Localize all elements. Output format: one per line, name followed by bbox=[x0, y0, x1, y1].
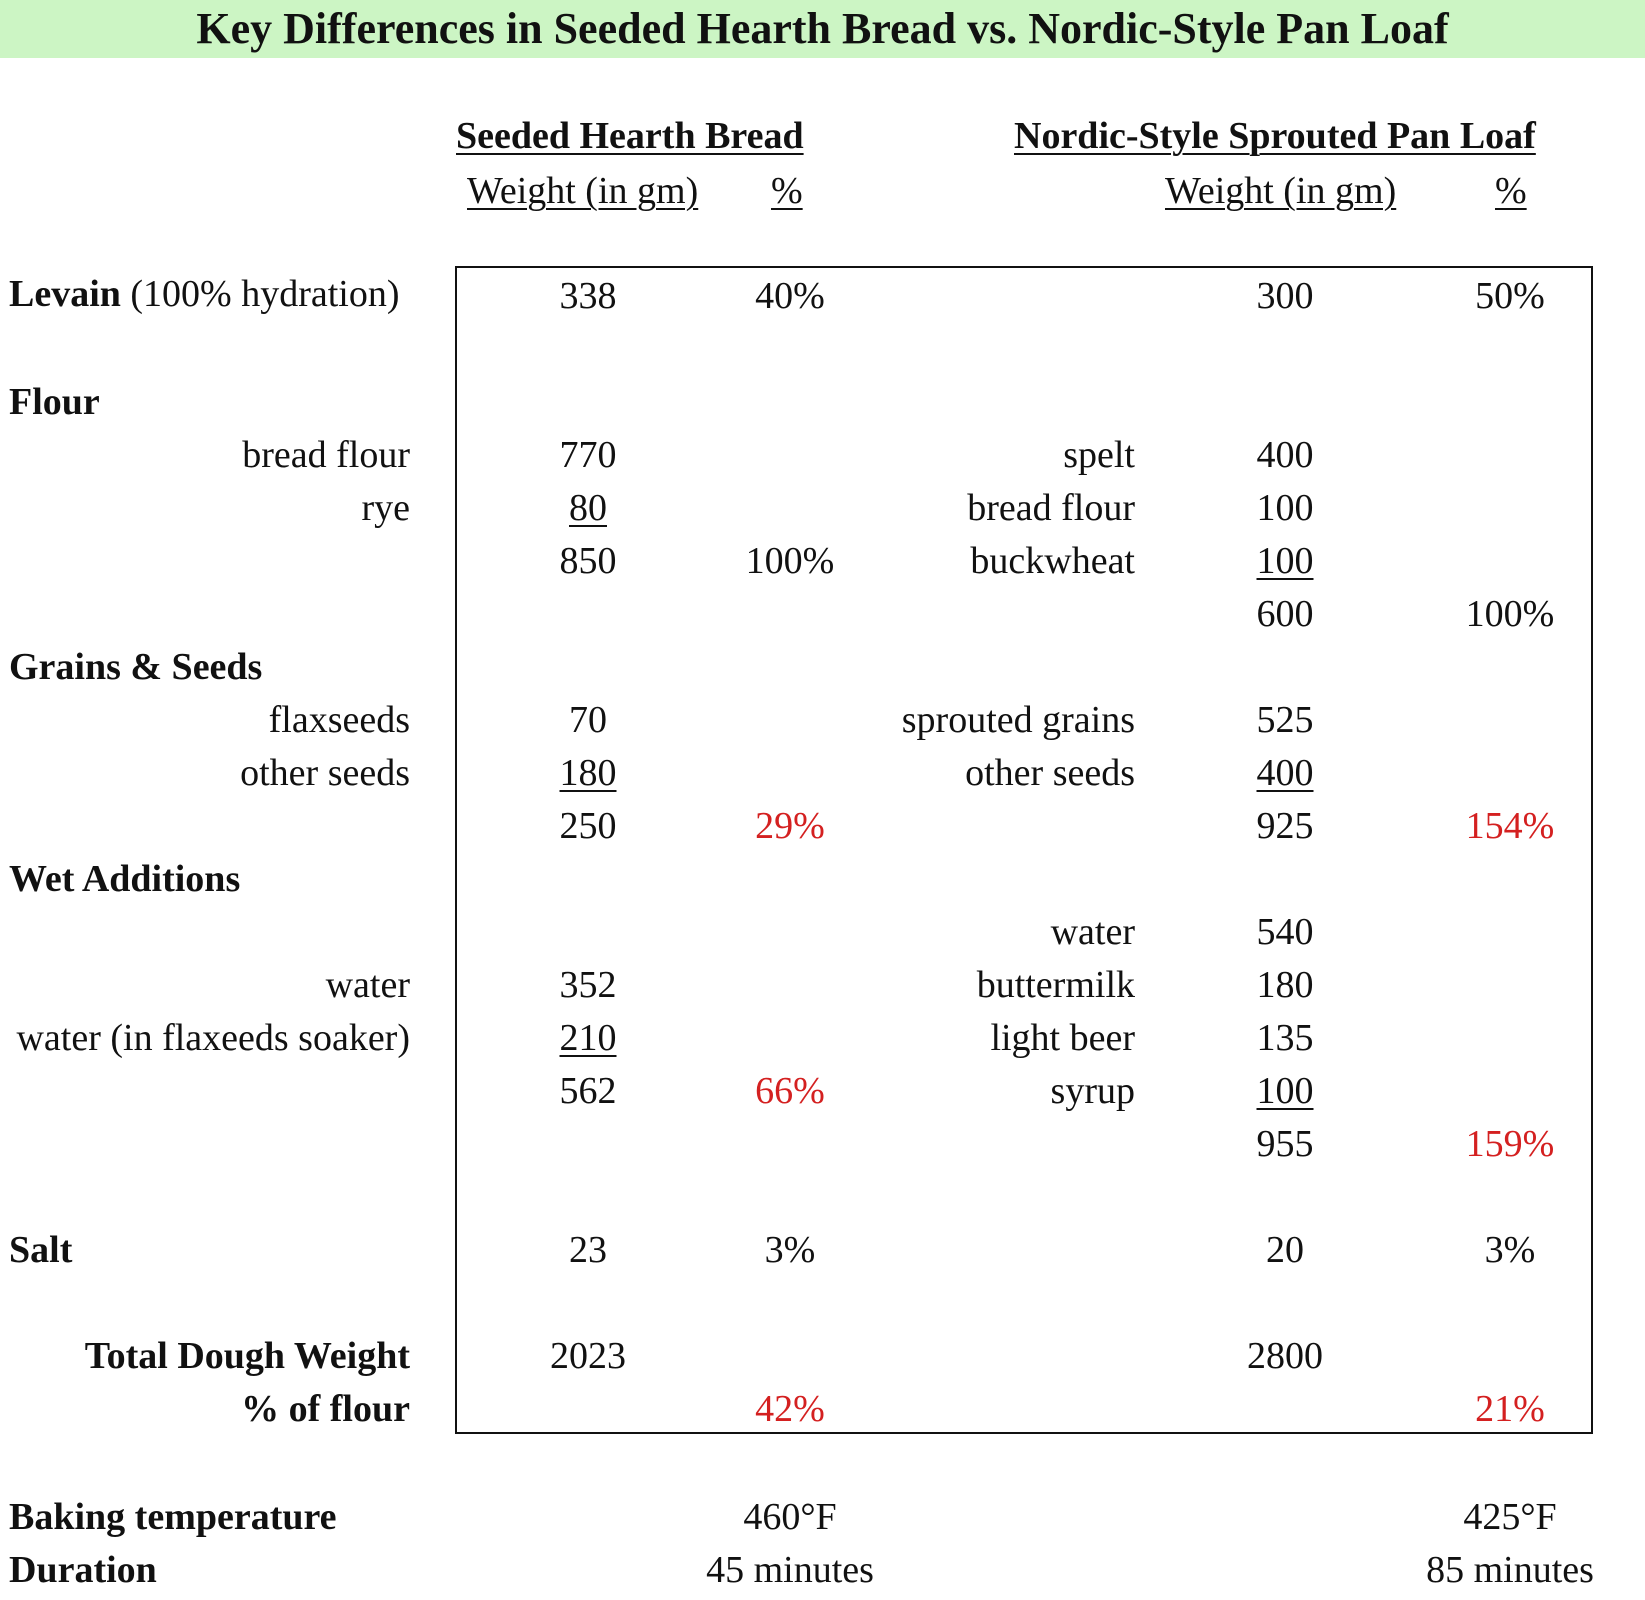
page-title: Key Differences in Seeded Hearth Bread vs. Nordic-Style Pan Loaf bbox=[196, 4, 1449, 53]
salt-pct-a: 3% bbox=[764, 1229, 816, 1271]
column-header-seeded-hearth: Seeded Hearth Bread bbox=[456, 115, 804, 157]
total-pct-b: 21% bbox=[1475, 1388, 1545, 1430]
grains-item-a-weight-value: 180 bbox=[559, 752, 617, 794]
wet-item-b-weight: 180 bbox=[1256, 964, 1314, 1006]
duration-a: 45 minutes bbox=[706, 1549, 874, 1591]
flour-item-b-label: spelt bbox=[1063, 434, 1135, 476]
wet-pct-a: 66% bbox=[755, 1070, 825, 1112]
baking-temperature-b: 425°F bbox=[1463, 1496, 1557, 1538]
wet-section-label: Wet Additions bbox=[9, 858, 241, 900]
wet-item-b-weight: 540 bbox=[1256, 911, 1314, 953]
levain-note: (100% hydration) bbox=[120, 273, 400, 315]
wet-item-b-label: buttermilk bbox=[976, 964, 1135, 1006]
subheader-weight-b: Weight (in gm) bbox=[1165, 170, 1397, 212]
grains-section-label: Grains & Seeds bbox=[9, 646, 263, 688]
duration-label: Duration bbox=[9, 1549, 157, 1591]
grains-item-b-label: sprouted grains bbox=[901, 699, 1135, 741]
levain-weight-a: 338 bbox=[559, 275, 617, 317]
grains-item-a-weight: 70 bbox=[569, 699, 607, 741]
flour-item-a-weight bbox=[528, 486, 648, 530]
wet-pct-b: 159% bbox=[1465, 1123, 1555, 1165]
grains-total-a: 250 bbox=[559, 805, 617, 847]
grains-item-a-label: flaxseeds bbox=[268, 699, 410, 741]
wet-item-b-weight: 135 bbox=[1256, 1017, 1314, 1059]
flour-section-label: Flour bbox=[9, 381, 100, 423]
wet-item-b-label: light beer bbox=[990, 1017, 1135, 1059]
levain-label-text: Levain bbox=[9, 273, 121, 315]
wet-item-b-label: syrup bbox=[1050, 1070, 1135, 1112]
wet-item-b-weight-value: 100 bbox=[1256, 1070, 1314, 1112]
grains-item-b-label: other seeds bbox=[965, 752, 1135, 794]
salt-weight-b: 20 bbox=[1266, 1229, 1304, 1271]
salt-weight-a: 23 bbox=[569, 1229, 607, 1271]
grains-item-a-label: other seeds bbox=[240, 752, 410, 794]
pct-of-flour-label: % of flour bbox=[241, 1388, 410, 1430]
flour-item-b-weight: 400 bbox=[1256, 434, 1314, 476]
grains-item-b-weight-value: 400 bbox=[1256, 752, 1314, 794]
wet-item-a-weight-value: 210 bbox=[559, 1017, 617, 1059]
grains-item-b-weight bbox=[1220, 751, 1350, 795]
levain-weight-b: 300 bbox=[1256, 275, 1314, 317]
salt-pct-b: 3% bbox=[1484, 1229, 1536, 1271]
wet-total-a: 562 bbox=[559, 1070, 617, 1112]
column-header-nordic-pan: Nordic-Style Sprouted Pan Loaf bbox=[1014, 115, 1536, 157]
levain-label bbox=[9, 272, 400, 316]
flour-item-b-weight: 100 bbox=[1256, 487, 1314, 529]
total-weight-b: 2800 bbox=[1247, 1335, 1323, 1377]
flour-item-a-label: rye bbox=[361, 487, 410, 529]
flour-item-b-weight-value: 100 bbox=[1256, 540, 1314, 582]
total-weight-a: 2023 bbox=[550, 1335, 626, 1377]
subheader-pct-a: % bbox=[771, 170, 803, 212]
grains-pct-b: 154% bbox=[1465, 805, 1555, 847]
subheader-pct-b: % bbox=[1495, 170, 1527, 212]
flour-item-b-label: bread flour bbox=[967, 487, 1135, 529]
wet-item-b-weight bbox=[1220, 1069, 1350, 1113]
levain-pct-b: 50% bbox=[1475, 275, 1545, 317]
grains-item-a-weight bbox=[528, 751, 648, 795]
wet-item-a-weight: 352 bbox=[559, 964, 617, 1006]
wet-item-a-label: water (in flaxeeds soaker) bbox=[16, 1017, 410, 1059]
wet-item-a-weight bbox=[528, 1016, 648, 1060]
subheader-weight-a: Weight (in gm) bbox=[467, 170, 699, 212]
flour-item-a-weight: 770 bbox=[559, 434, 617, 476]
duration-b: 85 minutes bbox=[1426, 1549, 1594, 1591]
flour-total-b: 600 bbox=[1256, 593, 1314, 635]
baking-temperature-a: 460°F bbox=[743, 1496, 837, 1538]
grains-total-b: 925 bbox=[1256, 805, 1314, 847]
baking-temperature-label: Baking temperature bbox=[9, 1496, 337, 1538]
salt-label: Salt bbox=[9, 1229, 73, 1271]
flour-pct-a: 100% bbox=[745, 540, 835, 582]
grains-item-b-weight: 525 bbox=[1256, 699, 1314, 741]
flour-item-a-label: bread flour bbox=[242, 434, 410, 476]
grains-pct-a: 29% bbox=[755, 805, 825, 847]
wet-item-b-label: water bbox=[1050, 911, 1135, 953]
flour-item-a-weight-value: 80 bbox=[569, 487, 607, 529]
total-dough-weight-label: Total Dough Weight bbox=[84, 1335, 410, 1377]
flour-item-b-label: buckwheat bbox=[970, 540, 1135, 582]
flour-total-a: 850 bbox=[559, 540, 617, 582]
total-pct-a: 42% bbox=[755, 1388, 825, 1430]
wet-total-b: 955 bbox=[1256, 1123, 1314, 1165]
flour-item-b-weight bbox=[1220, 539, 1350, 583]
wet-item-a-label: water bbox=[325, 964, 410, 1006]
levain-pct-a: 40% bbox=[755, 275, 825, 317]
flour-pct-b: 100% bbox=[1465, 593, 1555, 635]
